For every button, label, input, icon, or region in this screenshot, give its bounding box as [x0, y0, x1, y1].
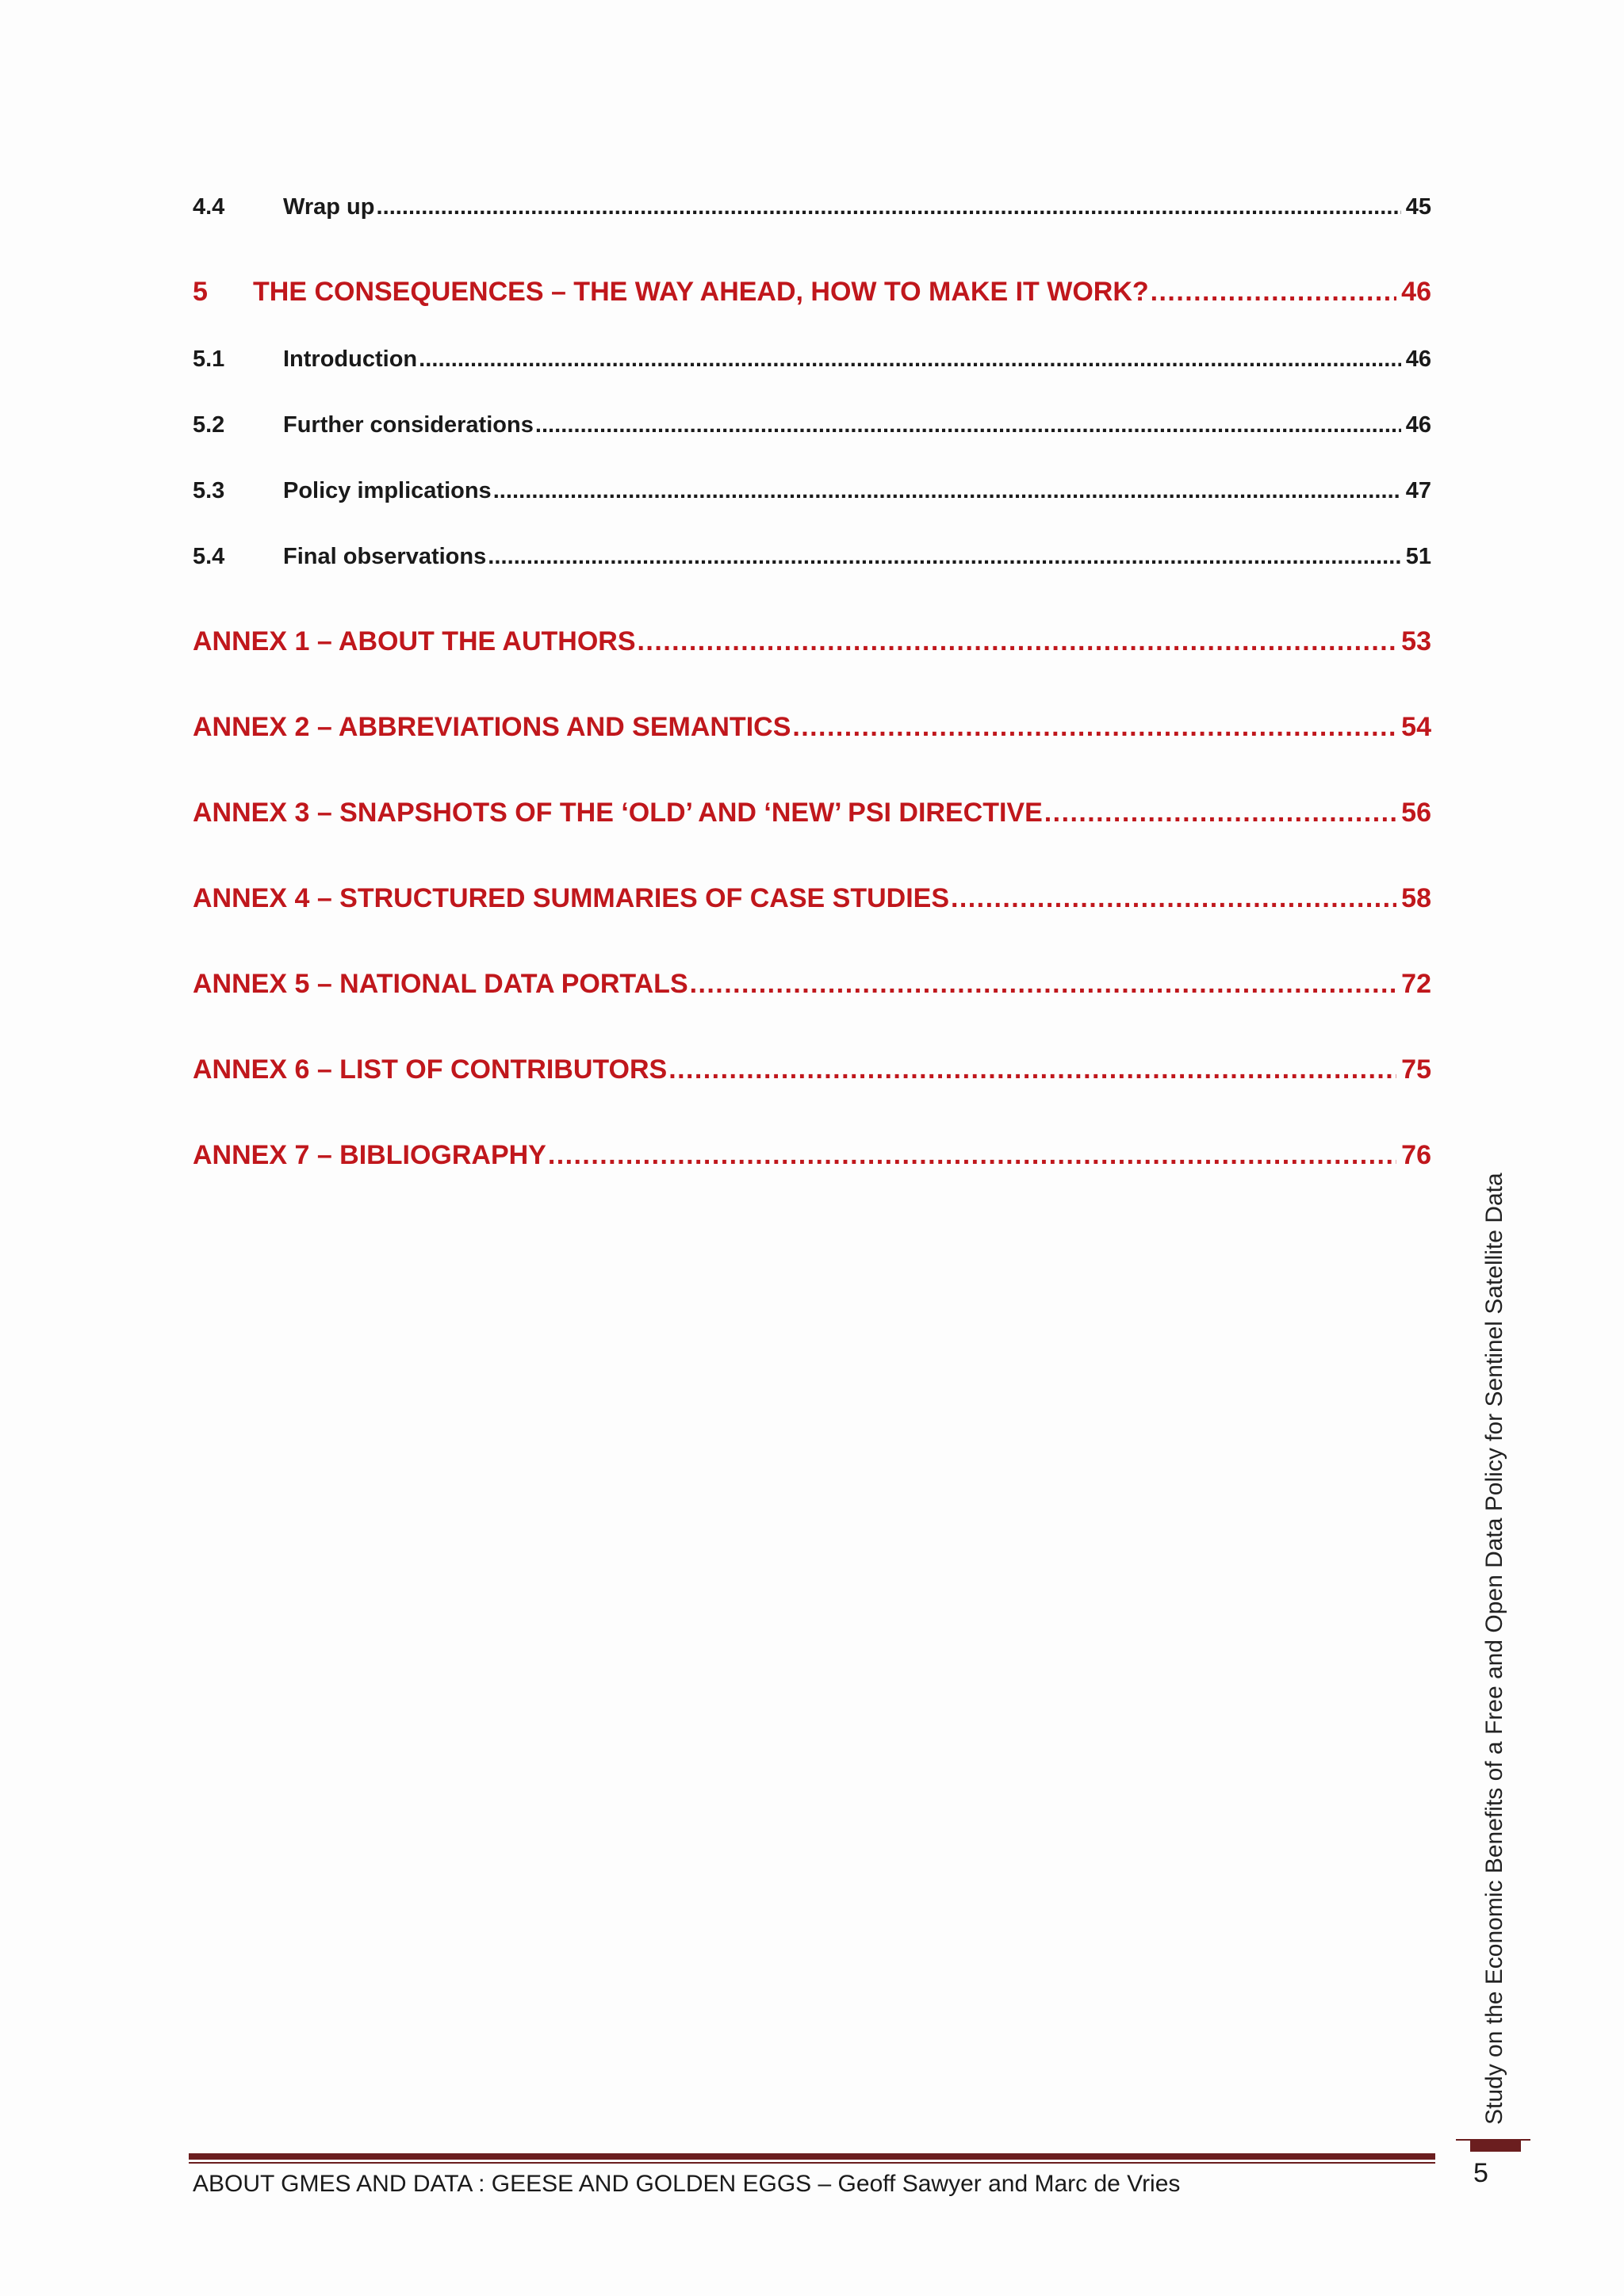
- toc-entry[interactable]: [193, 412, 1431, 438]
- toc-entry-title: ANNEX 7 – BIBLIOGRAPHY: [193, 1140, 546, 1170]
- toc-entry-page: 76: [1401, 1140, 1431, 1170]
- toc-entry-number: 5.4: [193, 544, 225, 569]
- toc-entry-number: 5: [193, 277, 208, 307]
- toc-entry-title: Wrap up: [283, 194, 375, 220]
- toc-entry-title: Final observations: [283, 544, 487, 569]
- page-number: 5: [1473, 2158, 1488, 2188]
- toc-entry-number: 5.3: [193, 478, 225, 503]
- footer-rule: [189, 2153, 1435, 2160]
- toc-dot-leader: [1151, 277, 1397, 308]
- toc-entry-title: ANNEX 6 – LIST OF CONTRIBUTORS: [193, 1054, 668, 1085]
- toc-dot-leader: [493, 478, 1401, 504]
- toc-entry-title: ANNEX 5 – NATIONAL DATA PORTALS: [193, 969, 688, 999]
- toc-entry-page: 46: [1405, 346, 1431, 372]
- toc-entry-page: 53: [1401, 626, 1431, 656]
- footer-text: ABOUT GMES AND DATA : GEESE AND GOLDEN EGGS – Geoff Sawyer and Marc de Vries: [193, 2171, 1181, 2197]
- toc-entry-page: 51: [1405, 544, 1431, 569]
- toc-dot-leader: [792, 712, 1396, 743]
- toc-entry-title: ANNEX 2 – ABBREVIATIONS AND SEMANTICS: [193, 712, 791, 742]
- toc-entry-title: Further considerations: [283, 412, 534, 438]
- toc-entry[interactable]: [193, 478, 1431, 504]
- toc-entry-page: 46: [1401, 277, 1431, 307]
- toc-entry-page: 45: [1405, 194, 1431, 220]
- toc-entry-page: 54: [1401, 712, 1431, 742]
- toc-entry-number: 5.2: [193, 412, 225, 438]
- page-number-tab: [1470, 2141, 1521, 2152]
- toc-entry-page: 56: [1401, 798, 1431, 828]
- toc-annex-entry[interactable]: [193, 712, 1431, 743]
- toc-dot-leader: [419, 346, 1401, 373]
- toc-dot-leader: [1044, 798, 1396, 828]
- toc-annex-entry[interactable]: [193, 883, 1431, 914]
- toc-annex-entry[interactable]: [193, 1140, 1431, 1171]
- toc-dot-leader: [951, 883, 1396, 914]
- toc-entry-title: ANNEX 4 – STRUCTURED SUMMARIES OF CASE STUDIES: [193, 883, 949, 913]
- toc-annex-entry[interactable]: [193, 969, 1431, 1000]
- toc-entry[interactable]: [193, 194, 1431, 220]
- toc-entry-page: 47: [1405, 478, 1431, 503]
- toc-annex-entry[interactable]: [193, 626, 1431, 657]
- toc-entry-title: Introduction: [283, 346, 418, 372]
- sidebar-document-title: Study on the Economic Benefits of a Free and Open Data Policy for Sentinel Satellite Data: [1481, 1173, 1507, 2125]
- toc-entry-number: 5.1: [193, 346, 225, 372]
- toc-annex-entry[interactable]: [193, 798, 1431, 828]
- toc-entry-page: 58: [1401, 883, 1431, 913]
- toc-entry-page: 46: [1405, 412, 1431, 438]
- toc-entry[interactable]: [193, 544, 1431, 570]
- toc-entry[interactable]: [193, 346, 1431, 373]
- toc-entry-title: ANNEX 1 – ABOUT THE AUTHORS: [193, 626, 636, 656]
- toc-dot-leader: [548, 1140, 1396, 1171]
- toc-entry-title: Policy implications: [283, 478, 492, 503]
- toc-dot-leader: [690, 969, 1397, 1000]
- toc-chapter-entry[interactable]: [193, 277, 1431, 308]
- toc-entry-page: 75: [1401, 1054, 1431, 1085]
- toc-entry-title: ANNEX 3 – SNAPSHOTS OF THE ‘OLD’ AND ‘NEW’ PSI DIRECTIVE: [193, 798, 1043, 828]
- footer-rule-thin: [189, 2162, 1435, 2164]
- toc-dot-leader: [488, 544, 1401, 570]
- toc-annex-entry[interactable]: [193, 1054, 1431, 1085]
- toc-dot-leader: [376, 194, 1400, 220]
- toc-dot-leader: [668, 1054, 1396, 1085]
- toc-entry-title: THE CONSEQUENCES – THE WAY AHEAD, HOW TO MAKE IT WORK?: [253, 277, 1149, 307]
- toc-dot-leader: [638, 626, 1397, 657]
- toc-entry-page: 72: [1401, 969, 1431, 999]
- toc-entry-number: 4.4: [193, 194, 225, 220]
- toc-dot-leader: [535, 412, 1401, 438]
